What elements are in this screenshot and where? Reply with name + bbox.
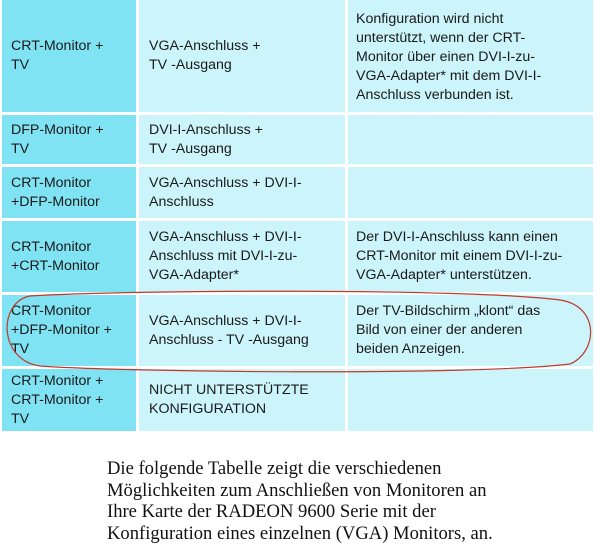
table-row: [2, 369, 596, 431]
cell-line: VGA-Anschluss +: [149, 38, 261, 54]
table-row: [2, 167, 596, 218]
cell-line: CRT-Monitor: [11, 303, 92, 319]
note-cell: [348, 115, 593, 164]
table-row: [2, 295, 596, 366]
cell-line: TV: [11, 57, 30, 73]
cell-line: Anschluss: [149, 193, 214, 210]
monitor-cell: [2, 221, 136, 292]
cell-line: Anschluss - TV -Ausgang: [149, 331, 309, 348]
cell-line: VGA-Adapter*: [149, 267, 239, 283]
caption-paragraph: [107, 458, 592, 544]
caption-line: Die folgende Tabelle zeigt die verschiedenen: [107, 458, 442, 479]
monitor-cell: [2, 167, 136, 218]
note-cell: [348, 295, 593, 366]
note-cell: [348, 221, 593, 292]
cell-line: Bild von einer der anderen: [356, 322, 523, 338]
monitor-cell: [2, 369, 136, 431]
cell-line: +DFP-Monitor: [11, 193, 100, 210]
connector-cell: [139, 167, 345, 218]
cell-line: CRT-Monitor +: [11, 372, 104, 389]
cell-line: TV: [11, 341, 30, 357]
cell-line: KONFIGURATION: [149, 401, 267, 417]
note-cell: [348, 369, 593, 431]
connector-cell: [139, 369, 345, 431]
monitor-cell: [2, 115, 136, 164]
cell-line: Anschluss mit DVI-I-zu-: [149, 248, 298, 264]
cell-line: VGA-Adapter* mit dem DVI-I-: [356, 68, 542, 84]
connector-cell: [139, 295, 345, 366]
cell-line: Monitor über einen DVI-I-zu-: [356, 49, 535, 65]
cell-line: CRT-Monitor +: [11, 391, 104, 408]
cell-line: Der DVI-I-Anschluss kann einen: [356, 229, 558, 245]
cell-line: VGA-Anschluss + DVI-I-: [149, 229, 302, 245]
table-row: [2, 0, 596, 112]
cell-line: CRT-Monitor mit einem DVI-I-zu-: [356, 248, 563, 264]
monitor-cell: [2, 0, 136, 112]
cell-line: VGA-Anschluss + DVI-I-: [149, 174, 302, 191]
caption-line: Konfiguration eines einzelnen (VGA) Monitors, an.: [107, 522, 493, 544]
cell-line: +DFP-Monitor +: [11, 322, 112, 338]
cell-line: NICHT UNTERSTÜTZTE: [149, 382, 309, 398]
cell-line: CRT-Monitor +: [11, 38, 104, 54]
cell-line: TV: [11, 410, 30, 427]
configuration-table: [2, 0, 596, 434]
cell-line: TV -Ausgang: [149, 140, 232, 157]
table-row: [2, 115, 596, 164]
connector-cell: [139, 221, 345, 292]
cell-line: Anschluss verbunden ist.: [356, 87, 514, 103]
caption-line: Möglichkeiten zum Anschließen von Monitoren an: [107, 479, 487, 501]
cell-line: DFP-Monitor +: [11, 121, 104, 138]
table-row: [2, 221, 596, 292]
monitor-cell: [2, 295, 136, 366]
cell-line: Konfiguration wird nicht: [356, 11, 504, 27]
cell-line: unterstützt, wenn der CRT-: [356, 30, 526, 46]
cell-line: VGA-Anschluss + DVI-I-: [149, 312, 302, 329]
cell-line: Der TV-Bildschirm „klont“ das: [356, 303, 541, 319]
connector-cell: [139, 0, 345, 112]
cell-line: beiden Anzeigen.: [356, 341, 465, 357]
cell-line: CRT-Monitor: [11, 238, 92, 255]
cell-line: TV -Ausgang: [149, 57, 232, 73]
note-cell: [348, 167, 593, 218]
cell-line: CRT-Monitor: [11, 174, 92, 191]
cell-line: TV: [11, 140, 30, 157]
note-cell: [348, 0, 593, 112]
connector-cell: [139, 115, 345, 164]
cell-line: DVI-I-Anschluss +: [149, 121, 263, 138]
cell-line: +CRT-Monitor: [11, 257, 100, 274]
cell-line: VGA-Adapter* unterstützen.: [356, 267, 532, 283]
caption-line: Ihre Karte der RADEON 9600 Serie mit der: [107, 501, 436, 522]
